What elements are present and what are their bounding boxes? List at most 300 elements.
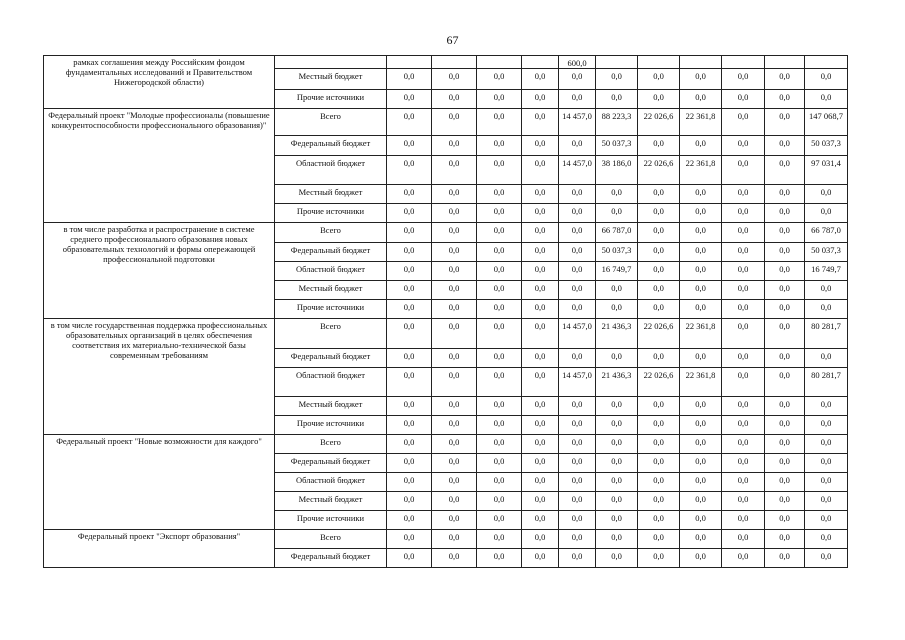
value-cell: 21 436,3 [596, 319, 638, 349]
value-cell: 0,0 [477, 281, 522, 300]
value-cell: 0,0 [765, 530, 805, 549]
value-cell: 0,0 [477, 549, 522, 568]
section-title: в том числе разработка и распространение в системе среднего профессионального образования новых образовательных технологий и формы опережающей профессиональной подготовки [44, 223, 275, 319]
value-cell: 0,0 [387, 281, 432, 300]
value-cell: 0,0 [387, 368, 432, 397]
value-cell: 0,0 [680, 349, 722, 368]
table-row [44, 223, 848, 243]
value-cell: 0,0 [522, 90, 559, 109]
value-cell: 0,0 [559, 530, 596, 549]
value-cell: 0,0 [477, 109, 522, 136]
value-cell: 0,0 [722, 511, 765, 530]
value-cell: 0,0 [680, 281, 722, 300]
value-cell: 0,0 [765, 397, 805, 416]
value-cell: 0,0 [522, 368, 559, 397]
value-cell: 38 186,0 [596, 156, 638, 185]
table-row [44, 56, 848, 69]
value-cell: 0,0 [522, 549, 559, 568]
value-cell: 0,0 [680, 262, 722, 281]
value-cell: 22 026,6 [638, 368, 680, 397]
value-cell: 0,0 [805, 69, 848, 90]
value-cell: 0,0 [559, 204, 596, 223]
value-cell: 50 037,3 [805, 243, 848, 262]
value-cell: 0,0 [387, 511, 432, 530]
value-cell: 0,0 [765, 454, 805, 473]
value-cell: 0,0 [559, 69, 596, 90]
value-cell: 0,0 [596, 454, 638, 473]
value-cell: 0,0 [432, 109, 477, 136]
value-cell: 0,0 [638, 185, 680, 204]
value-cell: 0,0 [805, 300, 848, 319]
value-cell: 50 037,3 [596, 136, 638, 156]
value-cell: 0,0 [722, 492, 765, 511]
value-cell: 14 457,0 [559, 156, 596, 185]
value-cell: 0,0 [765, 90, 805, 109]
value-cell: 0,0 [722, 204, 765, 223]
value-cell: 0,0 [805, 492, 848, 511]
value-cell: 0,0 [765, 368, 805, 397]
value-cell: 0,0 [805, 454, 848, 473]
value-cell: 0,0 [522, 204, 559, 223]
value-cell [722, 56, 765, 69]
value-cell: 0,0 [387, 492, 432, 511]
value-cell: 0,0 [387, 416, 432, 435]
value-cell: 0,0 [765, 349, 805, 368]
value-cell: 0,0 [765, 300, 805, 319]
value-cell: 0,0 [432, 281, 477, 300]
value-cell: 0,0 [596, 300, 638, 319]
section-title: Федеральный проект "Экспорт образования" [44, 530, 275, 568]
value-cell: 0,0 [638, 69, 680, 90]
value-cell: 0,0 [387, 109, 432, 136]
value-cell: 0,0 [522, 435, 559, 454]
value-cell: 0,0 [387, 349, 432, 368]
value-cell: 0,0 [522, 300, 559, 319]
value-cell: 0,0 [596, 69, 638, 90]
value-cell: 22 026,6 [638, 156, 680, 185]
value-cell: 0,0 [387, 549, 432, 568]
value-cell: 0,0 [722, 109, 765, 136]
value-cell: 0,0 [559, 262, 596, 281]
value-cell: 0,0 [638, 204, 680, 223]
value-cell: 0,0 [722, 136, 765, 156]
value-cell: 0,0 [805, 281, 848, 300]
value-cell: 0,0 [722, 549, 765, 568]
value-cell: 0,0 [387, 319, 432, 349]
value-cell: 0,0 [522, 262, 559, 281]
value-cell: 0,0 [765, 69, 805, 90]
value-cell: 0,0 [522, 319, 559, 349]
value-cell: 16 749,7 [805, 262, 848, 281]
value-cell: 0,0 [432, 185, 477, 204]
value-cell: 0,0 [522, 454, 559, 473]
value-cell [805, 56, 848, 69]
value-cell: 0,0 [559, 300, 596, 319]
value-cell: 0,0 [387, 223, 432, 243]
value-cell: 0,0 [477, 319, 522, 349]
value-cell: 0,0 [596, 492, 638, 511]
value-cell: 0,0 [765, 473, 805, 492]
value-cell: 0,0 [522, 69, 559, 90]
value-cell: 0,0 [387, 90, 432, 109]
value-cell: 0,0 [765, 109, 805, 136]
value-cell: 97 031,4 [805, 156, 848, 185]
value-cell: 22 361,8 [680, 319, 722, 349]
value-cell: 0,0 [765, 281, 805, 300]
value-cell: 50 037,3 [805, 136, 848, 156]
value-cell: 0,0 [432, 319, 477, 349]
value-cell: 0,0 [805, 397, 848, 416]
funding-source: Федеральный бюджет [275, 136, 387, 156]
value-cell: 0,0 [522, 416, 559, 435]
funding-source: Областной бюджет [275, 156, 387, 185]
value-cell: 0,0 [680, 511, 722, 530]
value-cell: 0,0 [559, 397, 596, 416]
value-cell: 0,0 [477, 223, 522, 243]
value-cell: 0,0 [680, 223, 722, 243]
value-cell: 0,0 [432, 511, 477, 530]
funding-source: Областной бюджет [275, 473, 387, 492]
funding-source: Прочие источники [275, 416, 387, 435]
value-cell: 14 457,0 [559, 109, 596, 136]
value-cell: 0,0 [387, 185, 432, 204]
value-cell: 0,0 [805, 204, 848, 223]
value-cell: 0,0 [522, 223, 559, 243]
value-cell: 0,0 [596, 511, 638, 530]
value-cell: 0,0 [559, 223, 596, 243]
value-cell: 0,0 [477, 156, 522, 185]
value-cell: 0,0 [680, 397, 722, 416]
funding-source: Всего [275, 319, 387, 349]
value-cell: 0,0 [638, 454, 680, 473]
value-cell: 80 281,7 [805, 368, 848, 397]
value-cell: 0,0 [559, 90, 596, 109]
value-cell: 0,0 [638, 90, 680, 109]
value-cell: 0,0 [432, 435, 477, 454]
funding-source: Местный бюджет [275, 492, 387, 511]
value-cell: 0,0 [596, 416, 638, 435]
value-cell: 0,0 [805, 473, 848, 492]
value-cell: 22 026,6 [638, 109, 680, 136]
value-cell: 0,0 [596, 349, 638, 368]
value-cell: 0,0 [596, 397, 638, 416]
value-cell: 0,0 [638, 492, 680, 511]
value-cell: 0,0 [638, 300, 680, 319]
value-cell: 0,0 [722, 454, 765, 473]
value-cell: 0,0 [477, 185, 522, 204]
value-cell: 0,0 [638, 243, 680, 262]
value-cell: 0,0 [805, 549, 848, 568]
value-cell: 0,0 [477, 300, 522, 319]
value-cell [638, 56, 680, 69]
value-cell: 0,0 [680, 90, 722, 109]
section-title: в том числе государственная поддержка профессиональных образовательных организаций в целях обеспечения соответствия их материально-технической базы современным требованиям [44, 319, 275, 435]
value-cell: 0,0 [432, 300, 477, 319]
value-cell: 0,0 [387, 530, 432, 549]
value-cell: 0,0 [432, 136, 477, 156]
value-cell: 0,0 [638, 416, 680, 435]
value-cell: 0,0 [559, 281, 596, 300]
value-cell: 0,0 [477, 349, 522, 368]
value-cell: 0,0 [559, 473, 596, 492]
value-cell: 0,0 [477, 473, 522, 492]
value-cell: 0,0 [432, 473, 477, 492]
value-cell: 0,0 [805, 435, 848, 454]
value-cell: 0,0 [722, 473, 765, 492]
value-cell: 0,0 [680, 549, 722, 568]
value-cell: 0,0 [477, 136, 522, 156]
value-cell: 0,0 [559, 435, 596, 454]
value-cell: 0,0 [522, 492, 559, 511]
value-cell: 0,0 [805, 530, 848, 549]
value-cell: 0,0 [765, 223, 805, 243]
value-cell: 0,0 [522, 397, 559, 416]
value-cell [387, 56, 432, 69]
table-row [44, 530, 848, 549]
value-cell: 0,0 [680, 435, 722, 454]
funding-source: Федеральный бюджет [275, 349, 387, 368]
value-cell: 0,0 [765, 185, 805, 204]
value-cell: 0,0 [477, 416, 522, 435]
value-cell: 0,0 [432, 349, 477, 368]
funding-source: Областной бюджет [275, 262, 387, 281]
value-cell: 0,0 [559, 549, 596, 568]
value-cell [596, 56, 638, 69]
value-cell: 0,0 [722, 319, 765, 349]
value-cell: 0,0 [432, 223, 477, 243]
value-cell: 0,0 [722, 90, 765, 109]
funding-source: Местный бюджет [275, 281, 387, 300]
value-cell: 22 361,8 [680, 368, 722, 397]
value-cell [522, 56, 559, 69]
value-cell: 0,0 [522, 136, 559, 156]
value-cell: 0,0 [477, 435, 522, 454]
value-cell: 0,0 [805, 90, 848, 109]
value-cell: 0,0 [559, 136, 596, 156]
value-cell: 0,0 [477, 90, 522, 109]
value-cell: 0,0 [387, 397, 432, 416]
value-cell: 0,0 [680, 530, 722, 549]
value-cell: 0,0 [765, 492, 805, 511]
value-cell: 0,0 [432, 492, 477, 511]
value-cell: 0,0 [559, 185, 596, 204]
value-cell: 0,0 [680, 473, 722, 492]
value-cell: 0,0 [765, 416, 805, 435]
value-cell: 0,0 [522, 243, 559, 262]
value-cell: 0,0 [522, 185, 559, 204]
funding-source: Местный бюджет [275, 397, 387, 416]
value-cell: 0,0 [638, 473, 680, 492]
value-cell: 88 223,3 [596, 109, 638, 136]
value-cell: 50 037,3 [596, 243, 638, 262]
value-cell: 0,0 [477, 454, 522, 473]
value-cell: 0,0 [596, 90, 638, 109]
value-cell: 0,0 [387, 69, 432, 90]
value-cell: 0,0 [477, 511, 522, 530]
value-cell: 0,0 [522, 281, 559, 300]
value-cell: 0,0 [722, 397, 765, 416]
value-cell: 0,0 [596, 185, 638, 204]
value-cell: 0,0 [722, 243, 765, 262]
value-cell: 66 787,0 [805, 223, 848, 243]
value-cell: 0,0 [432, 368, 477, 397]
value-cell: 0,0 [638, 349, 680, 368]
value-cell: 0,0 [432, 397, 477, 416]
value-cell: 0,0 [522, 156, 559, 185]
funding-source: Федеральный бюджет [275, 549, 387, 568]
value-cell: 0,0 [432, 69, 477, 90]
value-cell: 0,0 [638, 136, 680, 156]
value-cell: 0,0 [387, 473, 432, 492]
value-cell [432, 56, 477, 69]
funding-source: Всего [275, 223, 387, 243]
value-cell: 0,0 [477, 262, 522, 281]
value-cell: 22 361,8 [680, 156, 722, 185]
value-cell: 0,0 [559, 416, 596, 435]
value-cell: 0,0 [722, 300, 765, 319]
value-cell: 0,0 [680, 69, 722, 90]
value-cell: 0,0 [638, 511, 680, 530]
value-cell: 0,0 [477, 368, 522, 397]
value-cell: 0,0 [722, 530, 765, 549]
value-cell: 0,0 [722, 281, 765, 300]
value-cell: 21 436,3 [596, 368, 638, 397]
value-cell: 0,0 [722, 368, 765, 397]
value-cell: 0,0 [432, 416, 477, 435]
funding-source: Местный бюджет [275, 69, 387, 90]
value-cell: 0,0 [722, 416, 765, 435]
value-cell: 0,0 [596, 435, 638, 454]
value-cell: 0,0 [680, 185, 722, 204]
value-cell: 0,0 [432, 549, 477, 568]
value-cell: 0,0 [680, 416, 722, 435]
value-cell: 0,0 [387, 204, 432, 223]
value-cell: 600,0 [559, 56, 596, 69]
value-cell: 0,0 [765, 136, 805, 156]
value-cell: 0,0 [387, 454, 432, 473]
value-cell: 0,0 [638, 435, 680, 454]
value-cell: 0,0 [638, 530, 680, 549]
value-cell: 0,0 [765, 262, 805, 281]
value-cell: 0,0 [805, 349, 848, 368]
value-cell: 0,0 [680, 454, 722, 473]
value-cell: 0,0 [765, 243, 805, 262]
value-cell: 0,0 [432, 90, 477, 109]
value-cell: 80 281,7 [805, 319, 848, 349]
value-cell: 0,0 [432, 243, 477, 262]
funding-source: Прочие источники [275, 90, 387, 109]
value-cell: 0,0 [765, 549, 805, 568]
value-cell: 0,0 [765, 319, 805, 349]
section-title: Федеральный проект "Новые возможности для каждого" [44, 435, 275, 530]
value-cell: 0,0 [387, 243, 432, 262]
value-cell: 0,0 [432, 204, 477, 223]
value-cell: 0,0 [680, 204, 722, 223]
funding-source: Прочие источники [275, 511, 387, 530]
value-cell: 16 749,7 [596, 262, 638, 281]
value-cell: 0,0 [522, 109, 559, 136]
value-cell: 0,0 [680, 492, 722, 511]
value-cell: 0,0 [722, 185, 765, 204]
value-cell: 0,0 [432, 454, 477, 473]
section-title: Федеральный проект "Молодые профессионалы (повышение конкурентоспособности профессионального образования)" [44, 109, 275, 223]
value-cell: 0,0 [765, 435, 805, 454]
funding-source: Всего [275, 109, 387, 136]
value-cell: 0,0 [477, 530, 522, 549]
value-cell: 0,0 [596, 530, 638, 549]
value-cell: 22 026,6 [638, 319, 680, 349]
budget-table [43, 55, 848, 568]
value-cell: 0,0 [722, 262, 765, 281]
value-cell: 0,0 [559, 492, 596, 511]
value-cell: 0,0 [596, 204, 638, 223]
funding-source: Прочие источники [275, 204, 387, 223]
value-cell: 0,0 [722, 223, 765, 243]
value-cell: 0,0 [559, 511, 596, 530]
value-cell: 0,0 [432, 262, 477, 281]
page-number: 67 [446, 33, 459, 47]
funding-source: Областной бюджет [275, 368, 387, 397]
value-cell: 14 457,0 [559, 319, 596, 349]
value-cell: 0,0 [596, 549, 638, 568]
value-cell: 0,0 [638, 549, 680, 568]
value-cell: 0,0 [765, 204, 805, 223]
value-cell: 0,0 [722, 349, 765, 368]
value-cell [765, 56, 805, 69]
value-cell: 0,0 [559, 349, 596, 368]
value-cell: 0,0 [477, 204, 522, 223]
value-cell: 0,0 [638, 262, 680, 281]
section-title: рамках соглашения между Российским фондом фундаментальных исследований и Правительством Нижегородской области) [44, 56, 275, 109]
table-row [44, 319, 848, 349]
funding-source: Местный бюджет [275, 185, 387, 204]
value-cell: 0,0 [680, 243, 722, 262]
value-cell: 0,0 [596, 473, 638, 492]
value-cell: 66 787,0 [596, 223, 638, 243]
value-cell: 0,0 [387, 136, 432, 156]
value-cell: 0,0 [522, 530, 559, 549]
value-cell: 0,0 [477, 397, 522, 416]
value-cell: 0,0 [680, 136, 722, 156]
value-cell: 0,0 [477, 243, 522, 262]
value-cell: 0,0 [638, 223, 680, 243]
funding-source: Федеральный бюджет [275, 454, 387, 473]
value-cell: 0,0 [722, 156, 765, 185]
value-cell: 0,0 [680, 300, 722, 319]
funding-source: Всего [275, 435, 387, 454]
value-cell: 0,0 [522, 473, 559, 492]
value-cell: 0,0 [477, 492, 522, 511]
table-row [44, 435, 848, 454]
value-cell: 0,0 [722, 435, 765, 454]
funding-source [275, 56, 387, 69]
value-cell: 0,0 [387, 300, 432, 319]
value-cell: 0,0 [638, 281, 680, 300]
value-cell: 0,0 [559, 454, 596, 473]
value-cell: 0,0 [432, 156, 477, 185]
value-cell: 0,0 [722, 69, 765, 90]
value-cell: 0,0 [805, 511, 848, 530]
funding-source: Федеральный бюджет [275, 243, 387, 262]
value-cell: 0,0 [387, 156, 432, 185]
value-cell [680, 56, 722, 69]
value-cell: 0,0 [387, 262, 432, 281]
value-cell: 147 068,7 [805, 109, 848, 136]
value-cell: 14 457,0 [559, 368, 596, 397]
funding-source: Прочие источники [275, 300, 387, 319]
value-cell: 0,0 [522, 511, 559, 530]
value-cell: 0,0 [765, 156, 805, 185]
